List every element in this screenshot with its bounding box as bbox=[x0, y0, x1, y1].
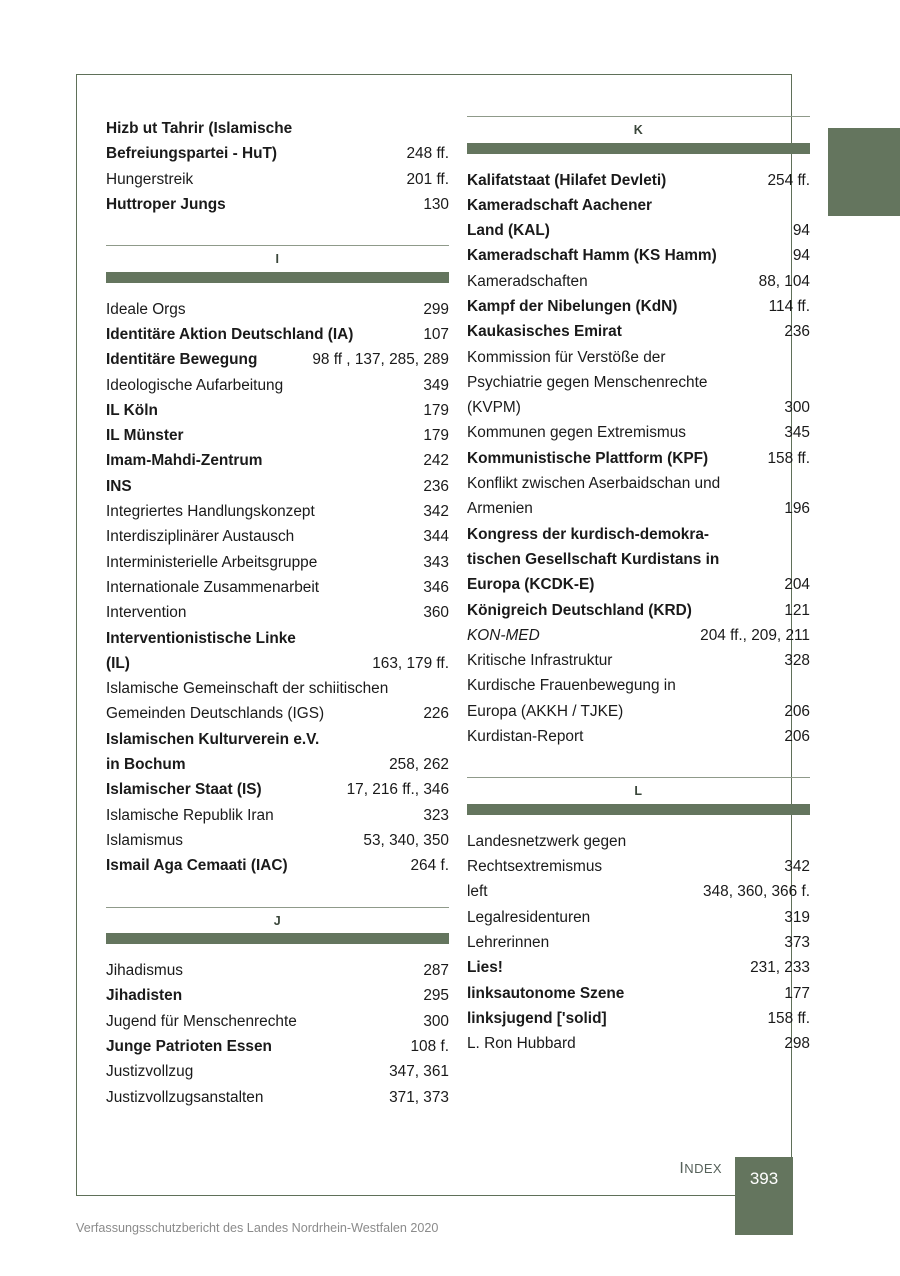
letter-heading-i bbox=[106, 245, 449, 283]
index-entry-pages: 300 bbox=[784, 399, 810, 417]
index-entry-pages: 179 bbox=[423, 401, 449, 419]
index-entry-term: Rechtsextremismus bbox=[467, 858, 603, 876]
index-entry-pages: 346 bbox=[423, 578, 449, 596]
index-entry-pages: 108 f. bbox=[410, 1037, 449, 1055]
index-entry-term: Jihadismus bbox=[106, 962, 183, 980]
index-entry-term: Land (KAL) bbox=[467, 222, 550, 240]
index-entry-term: tischen Gesellschaft Kurdistans in bbox=[467, 550, 720, 568]
index-entry-term: Kaukasisches Emirat bbox=[467, 323, 622, 341]
index-entry bbox=[106, 1034, 449, 1059]
index-entry bbox=[467, 598, 810, 623]
section-label bbox=[0, 1160, 722, 1178]
index-entry-pages: 248 ff. bbox=[406, 145, 449, 163]
index-entry-pages: 53, 340, 350 bbox=[363, 831, 449, 849]
index-entry bbox=[467, 854, 810, 879]
index-entry bbox=[106, 398, 449, 423]
index-entry bbox=[106, 752, 449, 777]
index-entry-term: Europa (KCDK-E) bbox=[467, 576, 595, 594]
index-entry-pages: 204 bbox=[784, 576, 810, 594]
index-entry bbox=[467, 648, 810, 673]
index-entry-term: Kameradschaft Hamm (KS Hamm) bbox=[467, 247, 717, 265]
index-entry-term: Befreiungspartei - HuT) bbox=[106, 145, 278, 163]
index-entry-term: Islamismus bbox=[106, 831, 183, 849]
index-entry-term: Kritische Infrastruktur bbox=[467, 652, 613, 670]
index-entry bbox=[467, 269, 810, 294]
index-entry-term: Ideale Orgs bbox=[106, 300, 186, 318]
index-entry-term: Justizvollzug bbox=[106, 1063, 194, 1081]
index-entry-term: Kalifatstaat (Hilafet Devleti) bbox=[467, 171, 667, 189]
index-entry bbox=[467, 547, 810, 572]
index-entry-pages: 287 bbox=[423, 962, 449, 980]
index-entry bbox=[106, 474, 449, 499]
index-entry bbox=[106, 958, 449, 983]
index-entry bbox=[106, 600, 449, 625]
index-entry-term: Islamischen Kulturverein e.V. bbox=[106, 730, 320, 748]
index-entry-term: Intervention bbox=[106, 604, 187, 622]
index-entry-term: Jugend für Menschenrechte bbox=[106, 1012, 297, 1030]
index-entry-term: Justizvollzugsanstalten bbox=[106, 1088, 264, 1106]
index-entry-term: Interventionistische Linke bbox=[106, 629, 296, 647]
index-entry-term: Identitäre Aktion Deutschland (IA) bbox=[106, 325, 354, 343]
index-entry-pages: 328 bbox=[784, 652, 810, 670]
index-entry-pages: 114 ff. bbox=[768, 297, 810, 315]
left-column bbox=[106, 116, 449, 1196]
letter-heading-k bbox=[467, 116, 810, 154]
index-entry-pages: 347, 361 bbox=[389, 1063, 449, 1081]
index-entry bbox=[467, 370, 810, 395]
index-entry-term: in Bochum bbox=[106, 756, 186, 774]
letter-heading-j bbox=[106, 907, 449, 945]
index-entry-pages: 179 bbox=[423, 427, 449, 445]
index-entry-pages: 342 bbox=[784, 858, 810, 876]
index-entry bbox=[467, 905, 810, 930]
index-entry bbox=[106, 575, 449, 600]
index-entry bbox=[106, 423, 449, 448]
index-entry-pages: 323 bbox=[423, 806, 449, 824]
index-entry-pages: 348, 360, 366 f. bbox=[703, 883, 810, 901]
index-entry-term: Lies! bbox=[467, 959, 503, 977]
index-entry-term: Jihadisten bbox=[106, 987, 183, 1005]
index-entry bbox=[106, 777, 449, 802]
index-entry bbox=[467, 294, 810, 319]
index-entry-term: Kameradschaft Aachener bbox=[467, 196, 653, 214]
index-entry-term: INS bbox=[106, 477, 132, 495]
index-entry bbox=[467, 168, 810, 193]
index-entry-pages: 158 ff. bbox=[767, 1009, 810, 1027]
index-entry-pages: 231, 233 bbox=[750, 959, 810, 977]
index-entry-term: Armenien bbox=[467, 500, 533, 518]
index-entry bbox=[467, 981, 810, 1006]
index-entry bbox=[467, 829, 810, 854]
index-entry bbox=[106, 1085, 449, 1110]
index-entry-term: KON-MED bbox=[467, 626, 540, 644]
index-entry bbox=[106, 192, 449, 217]
letter-heading-char: L bbox=[634, 784, 643, 799]
index-entry-pages: 163, 179 ff. bbox=[372, 654, 449, 672]
index-entry bbox=[467, 319, 810, 344]
index-entry-term: Islamischer Staat (IS) bbox=[106, 781, 262, 799]
index-entry-term: Kameradschaften bbox=[467, 272, 588, 290]
index-entry-term: Legalresidenturen bbox=[467, 908, 591, 926]
index-entry bbox=[106, 676, 449, 701]
index-entry-term: linksjugend ['solid] bbox=[467, 1009, 607, 1027]
index-entry-term: Kommunistische Plattform (KPF) bbox=[467, 449, 709, 467]
index-entry-pages: 121 bbox=[784, 601, 810, 619]
letter-heading-char: K bbox=[633, 123, 644, 137]
index-entry bbox=[467, 345, 810, 370]
index-entry bbox=[467, 572, 810, 597]
letter-heading-char: I bbox=[275, 252, 280, 267]
index-entry-term: (KVPM) bbox=[467, 399, 521, 417]
index-entry-term: Identitäre Bewegung bbox=[106, 351, 258, 369]
index-entry-term: Konflikt zwischen Aserbaidschan und bbox=[467, 475, 721, 493]
index-entry-term: Landesnetzwerk gegen bbox=[467, 832, 627, 850]
index-entry-pages: 300 bbox=[423, 1012, 449, 1030]
index-entry-term: Ideologische Aufarbeitung bbox=[106, 376, 284, 394]
index-entry bbox=[467, 724, 810, 749]
index-entry-pages: 98 ff , 137, 285, 289 bbox=[312, 351, 449, 369]
index-entry-pages: 206 bbox=[784, 728, 810, 746]
index-entry-pages: 94 bbox=[792, 247, 810, 265]
index-entry bbox=[106, 322, 449, 347]
index-entry-term: Psychiatrie gegen Menschenrechte bbox=[467, 373, 708, 391]
index-entry-pages: 254 ff. bbox=[767, 171, 810, 189]
index-entry bbox=[106, 1009, 449, 1034]
index-entry-term: (IL) bbox=[106, 654, 130, 672]
index-entry bbox=[467, 218, 810, 243]
index-entry-term: Kommunen gegen Extremismus bbox=[467, 424, 686, 442]
index-entry bbox=[467, 955, 810, 980]
index-entry-pages: 373 bbox=[784, 934, 810, 952]
index-entry-pages: 158 ff. bbox=[767, 449, 810, 467]
index-entry bbox=[106, 803, 449, 828]
section-label-rest: NDEX bbox=[684, 1161, 722, 1176]
index-entry-pages: 94 bbox=[792, 222, 810, 240]
letter-heading-bar bbox=[467, 804, 810, 815]
index-entry bbox=[106, 701, 449, 726]
section-label-initial: I bbox=[679, 1160, 685, 1177]
index-entry bbox=[106, 828, 449, 853]
index-entry-pages: 242 bbox=[423, 452, 449, 470]
index-content bbox=[76, 74, 810, 1196]
index-entry bbox=[106, 550, 449, 575]
index-entry-term: Kurdistan-Report bbox=[467, 728, 584, 746]
index-entry-pages: 130 bbox=[423, 195, 449, 213]
index-entry bbox=[467, 243, 810, 268]
index-entry-pages: 344 bbox=[423, 528, 449, 546]
index-entry-pages: 201 ff. bbox=[406, 170, 449, 188]
index-entry bbox=[467, 930, 810, 955]
index-entry-pages: 204 ff., 209, 211 bbox=[700, 626, 810, 644]
page-number: 393 bbox=[749, 1169, 779, 1188]
index-entry-pages: 206 bbox=[784, 702, 810, 720]
index-entry bbox=[467, 1031, 810, 1056]
index-entry-term: Gemeinden Deutschlands (IGS) bbox=[106, 705, 325, 723]
document-footer: Verfassungsschutzbericht des Landes Nordrhein-Westfalen 2020 bbox=[76, 1221, 439, 1235]
index-entry-pages: 107 bbox=[423, 325, 449, 343]
index-entry-term: Huttroper Jungs bbox=[106, 195, 226, 213]
index-entry bbox=[106, 116, 449, 141]
index-entry-pages: 236 bbox=[423, 477, 449, 495]
index-entry bbox=[467, 879, 810, 904]
right-column bbox=[467, 116, 810, 1196]
index-entry bbox=[467, 420, 810, 445]
index-entry-term: Interdisziplinärer Austausch bbox=[106, 528, 295, 546]
index-entry-term: Hizb ut Tahrir (Islamische bbox=[106, 120, 293, 137]
index-entry-term: Kommission für Verstöße der bbox=[467, 348, 666, 366]
index-entry-pages: 345 bbox=[784, 424, 810, 442]
index-entry-term: Königreich Deutschland (KRD) bbox=[467, 601, 692, 619]
index-entry bbox=[106, 347, 449, 372]
index-entry bbox=[467, 699, 810, 724]
page-number-badge bbox=[735, 1157, 793, 1235]
index-entry-term: Hungerstreik bbox=[106, 170, 194, 188]
index-entry-term: Interministerielle Arbeitsgruppe bbox=[106, 553, 318, 571]
index-entry bbox=[106, 499, 449, 524]
index-entry-term: left bbox=[467, 883, 488, 901]
index-entry-pages: 226 bbox=[423, 705, 449, 723]
index-entry-term: Kongress der kurdisch-demokra- bbox=[467, 525, 710, 543]
index-entry bbox=[467, 446, 810, 471]
index-entry-term: Europa (AKKH / TJKE) bbox=[467, 702, 624, 720]
index-entry bbox=[467, 496, 810, 521]
index-entry bbox=[106, 626, 449, 651]
index-entry bbox=[106, 983, 449, 1008]
index-entry bbox=[106, 297, 449, 322]
index-entry bbox=[106, 167, 449, 192]
index-entry bbox=[467, 623, 810, 648]
index-entry-pages: 196 bbox=[784, 500, 810, 518]
index-entry-term: Internationale Zusammenarbeit bbox=[106, 578, 320, 596]
index-entry bbox=[467, 471, 810, 496]
index-entry-pages: 319 bbox=[784, 908, 810, 926]
index-entry-pages: 17, 216 ff., 346 bbox=[346, 781, 449, 799]
index-entry bbox=[467, 1006, 810, 1031]
index-entry-term: linksautonome Szene bbox=[467, 984, 625, 1002]
index-entry-term: Kampf der Nibelungen (KdN) bbox=[467, 297, 678, 315]
index-entry-term: Junge Patrioten Essen bbox=[106, 1037, 272, 1055]
index-entry-pages: 295 bbox=[423, 987, 449, 1005]
index-entry-term: Kurdische Frauenbewegung in bbox=[467, 677, 676, 695]
index-entry bbox=[467, 673, 810, 698]
letter-heading-bar bbox=[106, 272, 449, 283]
index-entry-term: Integriertes Handlungskonzept bbox=[106, 503, 315, 521]
index-entry-term: Imam-Mahdi-Zentrum bbox=[106, 452, 263, 470]
index-entry-term: Lehrerinnen bbox=[467, 934, 550, 952]
decorative-corner-block bbox=[828, 128, 900, 216]
index-entry bbox=[467, 395, 810, 420]
index-entry bbox=[106, 1059, 449, 1084]
index-entry-pages: 264 f. bbox=[410, 857, 449, 875]
index-entry bbox=[106, 727, 449, 752]
index-entry-pages: 258, 262 bbox=[389, 756, 449, 774]
index-entry bbox=[106, 373, 449, 398]
index-entry-term: Islamische Gemeinschaft der schiitischen bbox=[106, 680, 389, 698]
index-entry-term: Islamische Republik Iran bbox=[106, 806, 274, 824]
index-entry-pages: 371, 373 bbox=[389, 1088, 449, 1106]
index-entry-term: IL Köln bbox=[106, 401, 158, 419]
index-entry bbox=[106, 524, 449, 549]
index-entry-pages: 343 bbox=[423, 553, 449, 571]
index-entry-term: IL Münster bbox=[106, 427, 184, 445]
index-entry-term: L. Ron Hubbard bbox=[467, 1035, 576, 1053]
index-entry bbox=[106, 448, 449, 473]
index-entry bbox=[467, 522, 810, 547]
index-entry-pages: 342 bbox=[423, 503, 449, 521]
letter-heading-bar bbox=[106, 933, 449, 944]
index-entry-pages: 349 bbox=[423, 376, 449, 394]
index-entry bbox=[106, 651, 449, 676]
index-entry-pages: 298 bbox=[784, 1035, 810, 1053]
index-entry-pages: 177 bbox=[784, 984, 810, 1002]
letter-heading-l bbox=[467, 777, 810, 815]
letter-heading-bar bbox=[467, 143, 810, 154]
index-entry bbox=[106, 853, 449, 878]
index-entry-pages: 88, 104 bbox=[758, 272, 810, 290]
index-entry-pages: 360 bbox=[423, 604, 449, 622]
index-entry bbox=[467, 193, 810, 218]
letter-heading-char: J bbox=[273, 913, 282, 928]
index-entry-term: Ismail Aga Cemaati (IAC) bbox=[106, 857, 288, 875]
index-entry-pages: 236 bbox=[784, 323, 810, 341]
index-entry bbox=[106, 141, 449, 166]
index-entry-pages: 299 bbox=[423, 300, 449, 318]
